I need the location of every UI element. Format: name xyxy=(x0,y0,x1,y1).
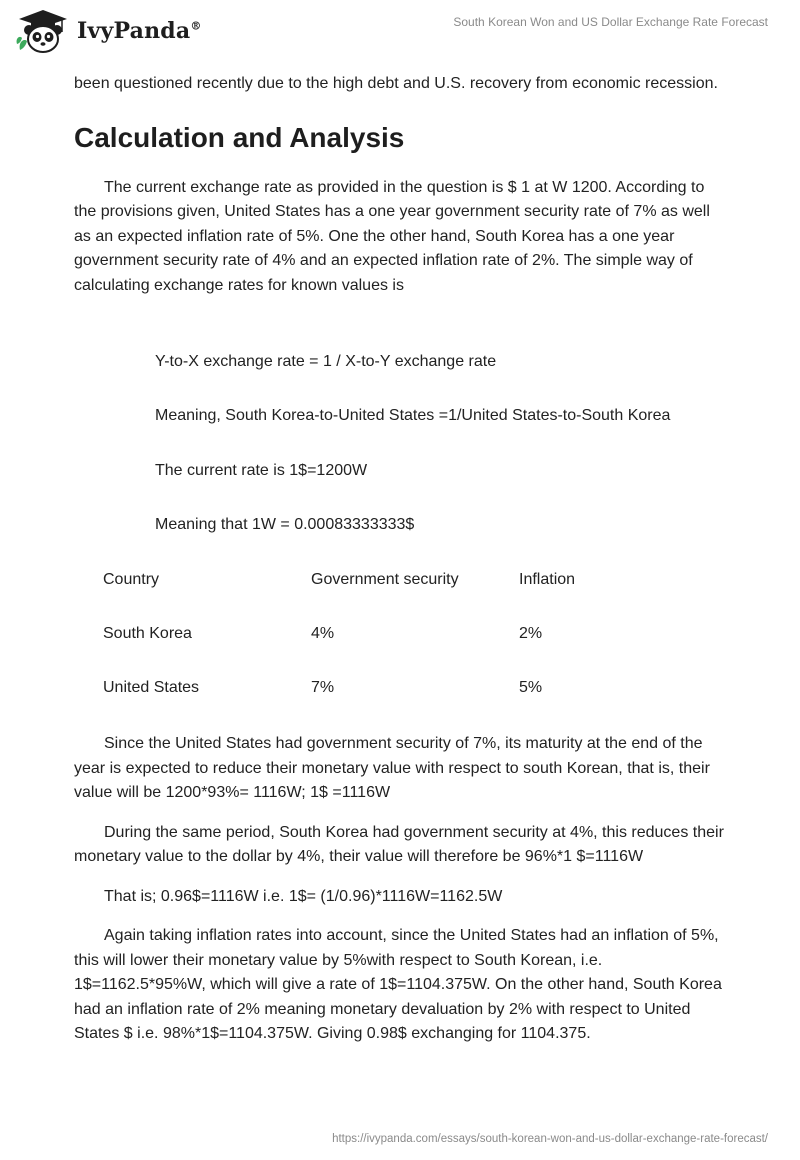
formula-line: The current rate is 1$=1200W xyxy=(155,462,368,479)
intro-continuation: been questioned recently due to the high debt and U.S. recovery from economic recession. xyxy=(74,75,718,92)
panda-graduate-icon xyxy=(15,8,71,54)
essay-body xyxy=(74,72,724,298)
essay-body-continued xyxy=(74,732,724,1047)
source-url-link[interactable]: https://ivypanda.com/essays/south-korean-won-and-us-dollar-exchange-rate-forecast/ xyxy=(332,1133,768,1145)
formula-line: Y-to-X exchange rate = 1 / X-to-Y exchange rate xyxy=(155,353,497,370)
paragraph-4: That is; 0.96$=1116W i.e. 1$= (1/0.96)*1116W=1162.5W xyxy=(104,887,503,905)
table-header-cell: Country xyxy=(103,571,160,588)
page-header xyxy=(0,0,800,62)
table-header-cell: Government security xyxy=(311,571,459,588)
table-cell: South Korea xyxy=(103,625,192,642)
table-cell: United States xyxy=(103,679,200,696)
paragraph-3: During the same period, South Korea had government security at 4%, this reduces their monetary value to the dollar by 4%, their value will therefore be 96%*1 $=1116W xyxy=(74,823,724,865)
formula-line: Meaning, South Korea-to-United States =1/United States-to-South Korea xyxy=(155,407,671,424)
paragraph-2: Since the United States had government security of 7%, its maturity at the end of the year is expected to reduce their monetary value with respect to south Korean, that is, their value will be 1200*93%= 1116W; 1$ =1116W xyxy=(74,735,710,801)
document-title: South Korean Won and US Dollar Exchange Rate Forecast xyxy=(453,15,768,29)
table-header-cell: Inflation xyxy=(519,571,576,588)
formula-line: Meaning that 1W = 0.00083333333$ xyxy=(155,516,415,533)
table-cell: 5% xyxy=(519,679,543,696)
paragraph-5: Again taking inflation rates into account, since the United States had an inflation of 5%, this will lower their monetary value by 5%with respect to South Korean, i.e. 1$=1162.5*95%W, which will give a rate of 1$=1104.375W. On the other hand, South Korea had an inflation rate of 2% meaning monetary devaluation by 2% with respect to United States $ i.e. 98%*1$=1104.375W. Giving 0.98$ exchanging for 1104.375. xyxy=(74,927,722,1042)
section-heading: Calculation and Analysis xyxy=(74,121,405,153)
table-cell: 7% xyxy=(311,679,335,696)
table-cell: 2% xyxy=(519,625,543,642)
paragraph-1: The current exchange rate as provided in the question is $ 1 at W 1200. According to the provisions given, United States has a one year government security rate of 7% as well as an expected inflation rate of 5%. One the other hand, South Korea has a one year government security rate of 4% and an expected inflation rate of 2%. The simple way of calculating exchange rates for known values is xyxy=(74,178,710,294)
table-cell: 4% xyxy=(311,625,335,642)
logo-wordmark: IvyPanda® xyxy=(77,18,202,44)
ivypanda-logo[interactable] xyxy=(15,8,202,54)
